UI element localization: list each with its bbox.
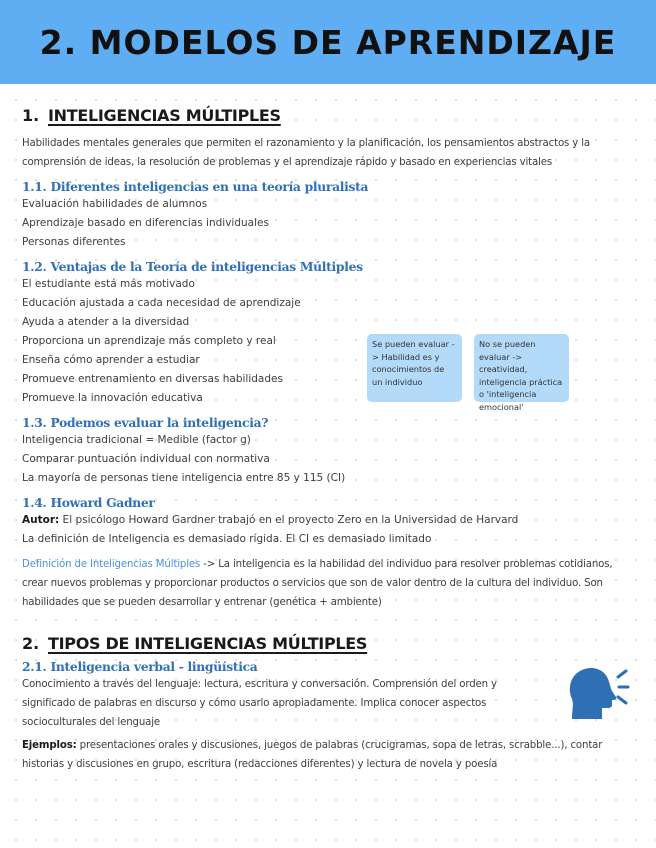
definition-text: -> La inteligencia es la habilidad del individuo para resolver problemas cotidianos, crear nuevos problemas y proporcionar productos o servicios que son de valor dentro de la cultura del individuo. Son habilidades que se pueden desarrollar y entrenar (genética + ambiente) (22, 559, 613, 608)
list-item: Promueve la innovación educativa (22, 392, 203, 404)
sub2-title: 1.2. Ventajas de la Teoría de inteligencias Múltiples (22, 259, 363, 274)
list-item: Enseña cómo aprender a estudiar (22, 354, 200, 366)
examples-text: presentaciones orales y discusiones, juegos de palabras (crucigramas, sopa de letras, scrabble...), contar historias y discusiones en grupo, escritura (redacciones diferentes) y lectura de novela y poesía (22, 740, 603, 770)
section1-number: 1. (22, 106, 40, 125)
section1-heading (22, 106, 636, 125)
section2-heading (22, 634, 636, 653)
list-item: Ayuda a atender a la diversidad (22, 316, 190, 328)
note-evaluable: Se pueden evaluar -> Habilidad es y conocimientos de un individuo (367, 334, 462, 402)
examples-paragraph (22, 736, 636, 774)
list-item: Educación ajustada a cada necesidad de aprendizaje (22, 297, 301, 309)
list-item: Personas diferentes (22, 236, 126, 248)
sub1-title: 1.1. Diferentes inteligencias en una teoría pluralista (22, 179, 369, 194)
speaking-head-icon (566, 665, 630, 721)
title-banner (0, 0, 656, 84)
section1-intro: Habilidades mentales generales que permiten el razonamiento y la planificación, los pensamientos abstractos y la comprensión de ideas, la resolución de problemas y el aprendizaje rápido y basado en experiencias vitales (22, 138, 591, 168)
author-line (22, 511, 636, 530)
section1-title: INTELIGENCIAS MÚLTIPLES (48, 106, 281, 125)
sub3-title: 1.3. Podemos evaluar la inteligencia? (22, 415, 269, 430)
list-item: Aprendizaje basado en diferencias individuales (22, 217, 269, 229)
verbal-title: 2.1. Inteligencia verbal - lingüística (22, 659, 258, 674)
list-item: Evaluación habilidades de alumnos (22, 198, 208, 210)
examples-label: Ejemplos: (22, 740, 77, 751)
definition-link: Definición de Inteligencias Múltiples (22, 559, 201, 570)
verbal-text: Conocimiento a través del lenguaje: lectura, escritura y conversación. Comprensión del orden y significado de palabras en discurso y cómo usarlo apropiadamente. Implica conocer aspectos socioculturales del lenguaje (22, 679, 497, 728)
list-item: Comparar puntuación individual con normativa (22, 453, 270, 465)
list-item: Promueve entrenamiento en diversas habilidades (22, 373, 283, 385)
author-text: El psicólogo Howard Gardner trabajó en el proyecto Zero en la Universidad de Harvard (59, 514, 519, 526)
list-item: Inteligencia tradicional = Medible (factor g) (22, 434, 251, 446)
list-item: El estudiante está más motivado (22, 278, 195, 290)
section2-title: TIPOS DE INTELIGENCIAS MÚLTIPLES (48, 634, 368, 653)
sub4-title: 1.4. Howard Gadner (22, 495, 155, 510)
list-item: La mayoría de personas tiene inteligencia entre 85 y 115 (CI) (22, 472, 346, 484)
definition-paragraph (22, 555, 636, 612)
page-title: 2. MODELOS DE APRENDIZAJE (39, 22, 617, 62)
list-item: Proporciona un aprendizaje más completo y real (22, 335, 276, 347)
section2-number: 2. (22, 634, 40, 653)
note-not-evaluable: No se pueden evaluar -> creatividad, inteligencia práctica o 'inteligencia emocional' (474, 334, 569, 402)
section2 (22, 634, 636, 774)
verbal-block (22, 659, 636, 774)
content (22, 106, 636, 774)
author-label: Autor: (22, 514, 60, 526)
rigid-definition-line: La definición de Inteligencia es demasiado rígida. El CI es demasiado limitado (22, 533, 432, 545)
